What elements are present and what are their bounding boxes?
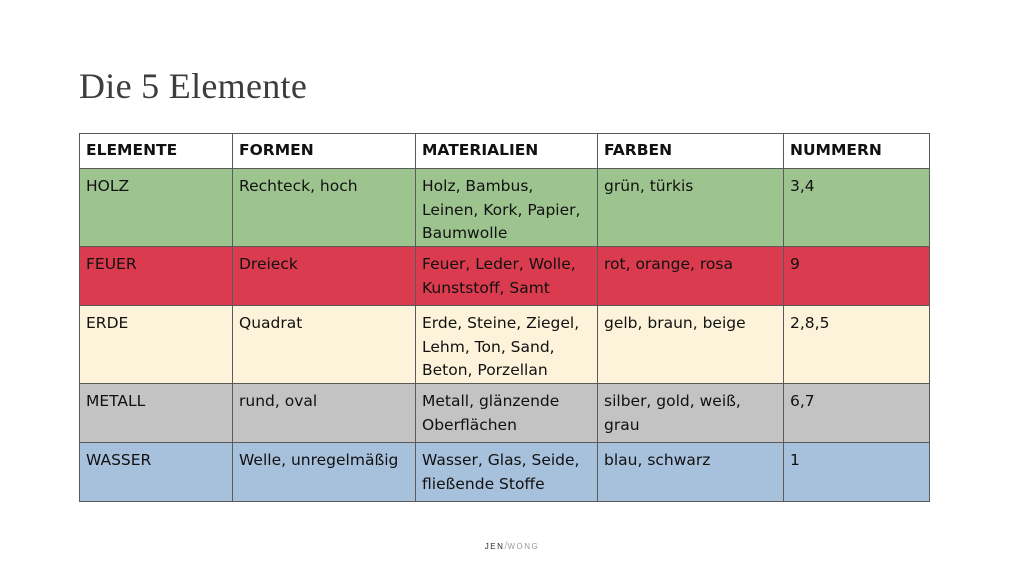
table-row-feuer xyxy=(80,247,930,306)
cell-nummer: 2,8,5 xyxy=(784,306,930,384)
cell-form: Welle, unregelmäßig xyxy=(233,443,416,502)
cell-element: HOLZ xyxy=(80,169,233,247)
cell-nummer: 9 xyxy=(784,247,930,306)
cell-nummer: 6,7 xyxy=(784,384,930,443)
cell-material: Feuer, Leder, Wolle, Kunststoff, Samt xyxy=(416,247,598,306)
table-row-wasser xyxy=(80,443,930,502)
cell-form: Rechteck, hoch xyxy=(233,169,416,247)
header-nummern: NUMMERN xyxy=(784,134,930,169)
slide-title: Die 5 Elemente xyxy=(79,66,308,106)
table-row-holz xyxy=(80,169,930,247)
logo-separator: / xyxy=(504,540,508,552)
cell-element: WASSER xyxy=(80,443,233,502)
cell-material: Holz, Bambus, Leinen, Kork, Papier, Baumwolle xyxy=(416,169,598,247)
elements-table xyxy=(79,133,930,502)
cell-farbe: gelb, braun, beige xyxy=(598,306,784,384)
cell-nummer: 3,4 xyxy=(784,169,930,247)
logo-first-part: JEN xyxy=(484,542,505,551)
footer-logo xyxy=(0,540,1024,552)
cell-element: FEUER xyxy=(80,247,233,306)
cell-material: Wasser, Glas, Seide, fließende Stoffe xyxy=(416,443,598,502)
header-materialien: MATERIALIEN xyxy=(416,134,598,169)
cell-farbe: grün, türkis xyxy=(598,169,784,247)
cell-nummer: 1 xyxy=(784,443,930,502)
cell-farbe: silber, gold, weiß, grau xyxy=(598,384,784,443)
cell-farbe: blau, schwarz xyxy=(598,443,784,502)
cell-material: Metall, glänzende Oberflächen xyxy=(416,384,598,443)
cell-form: rund, oval xyxy=(233,384,416,443)
cell-farbe: rot, orange, rosa xyxy=(598,247,784,306)
cell-material: Erde, Steine, Ziegel, Lehm, Ton, Sand, Beton, Porzellan xyxy=(416,306,598,384)
table-row-metall xyxy=(80,384,930,443)
table-row-erde xyxy=(80,306,930,384)
cell-form: Quadrat xyxy=(233,306,416,384)
header-elemente: ELEMENTE xyxy=(80,134,233,169)
cell-element: METALL xyxy=(80,384,233,443)
header-formen: FORMEN xyxy=(233,134,416,169)
logo-second-part: WONG xyxy=(507,542,540,551)
header-farben: FARBEN xyxy=(598,134,784,169)
cell-element: ERDE xyxy=(80,306,233,384)
cell-form: Dreieck xyxy=(233,247,416,306)
table-header-row xyxy=(80,134,930,169)
